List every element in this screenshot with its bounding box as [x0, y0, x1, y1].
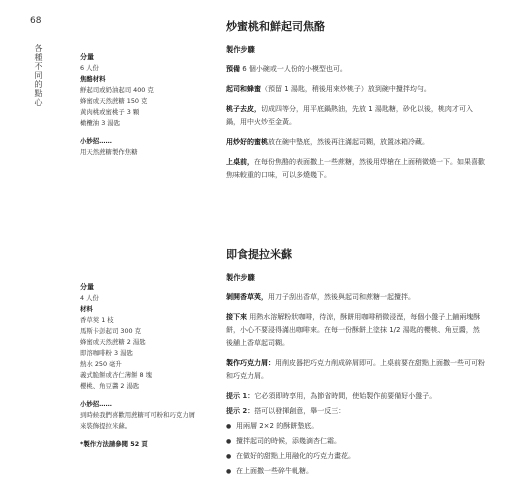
step-paragraph: 剝開香草莢，用刀子刮出香草，然後與起司和蔗糖一起攪拌。 — [226, 293, 415, 301]
step-paragraph: 上桌前，在每份焦酪的表面撒上一些蔗糖，然後用焊槍在上面稍微燒一下。如果喜歡焦味較重的口味，可以多燒幾下。 — [226, 158, 485, 179]
ingredient-item: 黃肉桃或蜜桃子 3 顆 — [80, 108, 140, 116]
step-paragraph: 預備 6 個小碗或一人份的小模型也可。 — [226, 65, 347, 73]
ingredient-item: 蜂蜜或天然蔗糖 150 克 — [80, 97, 148, 105]
ingredient-item: 即溶咖啡粉 3 湯匙 — [80, 349, 133, 357]
ingredient-item: 馬斯卡彭起司 300 克 — [80, 327, 141, 335]
list-item: ● 在上面撒一些碎牛軋糖。 — [226, 465, 486, 478]
ingredient-item: 義式脆餅或杏仁薄餅 8 塊 — [80, 371, 153, 379]
ingredient-item: 香草莢 1 枝 — [80, 316, 114, 324]
tip-heading: 小妙招…… — [80, 400, 112, 408]
steps-heading: 製作步驟 — [226, 273, 255, 282]
page-number: 68 — [30, 16, 42, 26]
ingredient-item: 熱水 250 毫升 — [80, 360, 122, 368]
recipe2-sidebar — [80, 282, 200, 450]
tip-line: 提示 1：它必須即時享用，為節省時間，使始製作前要備好小盤子。 — [226, 392, 437, 400]
recipe2-main — [226, 248, 486, 480]
list-item: ● 用兩層 2×2 的酥餅墊底。 — [226, 420, 486, 433]
ingredients-heading: 材料 — [80, 305, 93, 313]
steps-heading: 製作步驟 — [226, 45, 255, 54]
ingredient-item: 櫻桃、角豆醬 2 湯匙 — [80, 382, 140, 390]
serving-value: 4 人份 — [80, 294, 99, 302]
tip-text: 到時候我們喜歡用蔗糖可可粉和巧克力屑來裝飾提拉米蘇。 — [80, 411, 196, 430]
recipe-title: 炒蜜桃和鮮起司焦酪 — [226, 20, 325, 33]
tip-line: 提示 2：搭可以發揮創意，舉一反三： — [226, 407, 346, 415]
step-paragraph: 用炒好的蜜桃放在碗中墊底，然後再注滿起司糊，放置冰箱冷藏。 — [226, 138, 429, 146]
ingredients-heading: 焦酪材料 — [80, 75, 106, 83]
ingredient-item: 蜂蜜或天然蔗糖 2 湯匙 — [80, 338, 146, 346]
recipe1-main — [226, 20, 486, 189]
variation-list — [226, 420, 486, 478]
step-paragraph: 起司和蜂蜜（預留 1 湯匙，稍後用來炒桃子）放到碗中攪拌均勻。 — [226, 85, 431, 93]
ingredient-item: 鮮起司或奶油起司 400 克 — [80, 86, 154, 94]
serving-heading: 分量 — [80, 53, 94, 61]
list-item: ● 攪拌起司的時候，添幾滴杏仁霜。 — [226, 435, 486, 448]
chapter-vertical-title: 各種不同的點心 — [34, 44, 43, 107]
recipe-title: 即食提拉米蘇 — [226, 248, 292, 261]
step-paragraph: 桃子去皮，切成四等分，用平底鍋熱油，先放 1 湯匙糖，砂化以後，桃肉才可入鍋，用中火炒至金黃。 — [226, 105, 473, 126]
tip-heading: 小妙招…… — [80, 137, 112, 145]
serving-heading: 分量 — [80, 283, 94, 291]
tip-text: 用天然蔗糖製作焦糖 — [80, 148, 138, 156]
step-paragraph: 製作巧克力屑：用削皮器把巧克力削成碎屑即可。上桌前要在甜點上面撒一些可可粉和巧克力屑。 — [226, 359, 485, 380]
ingredient-item: 橄欖油 3 湯匙 — [80, 119, 121, 127]
list-item: ● 在做好的甜點上用融化的巧克力畫花。 — [226, 450, 486, 463]
recipe1-sidebar — [80, 52, 200, 158]
method-reference: *製作方法請參閱 52 頁 — [80, 440, 148, 448]
step-paragraph: 接下來 用熱水溶解粉狀咖啡，待涼，酥餅用咖啡稍微浸溼，每個小盤子上鋪兩塊酥餅，小心不要浸得滿出咖啡來。在每一份酥餅上塗抹 1/2 湯匙的櫻桃、角豆醬，然後舖上香草起司糊。 — [226, 313, 481, 347]
serving-value: 6 人份 — [80, 64, 99, 72]
